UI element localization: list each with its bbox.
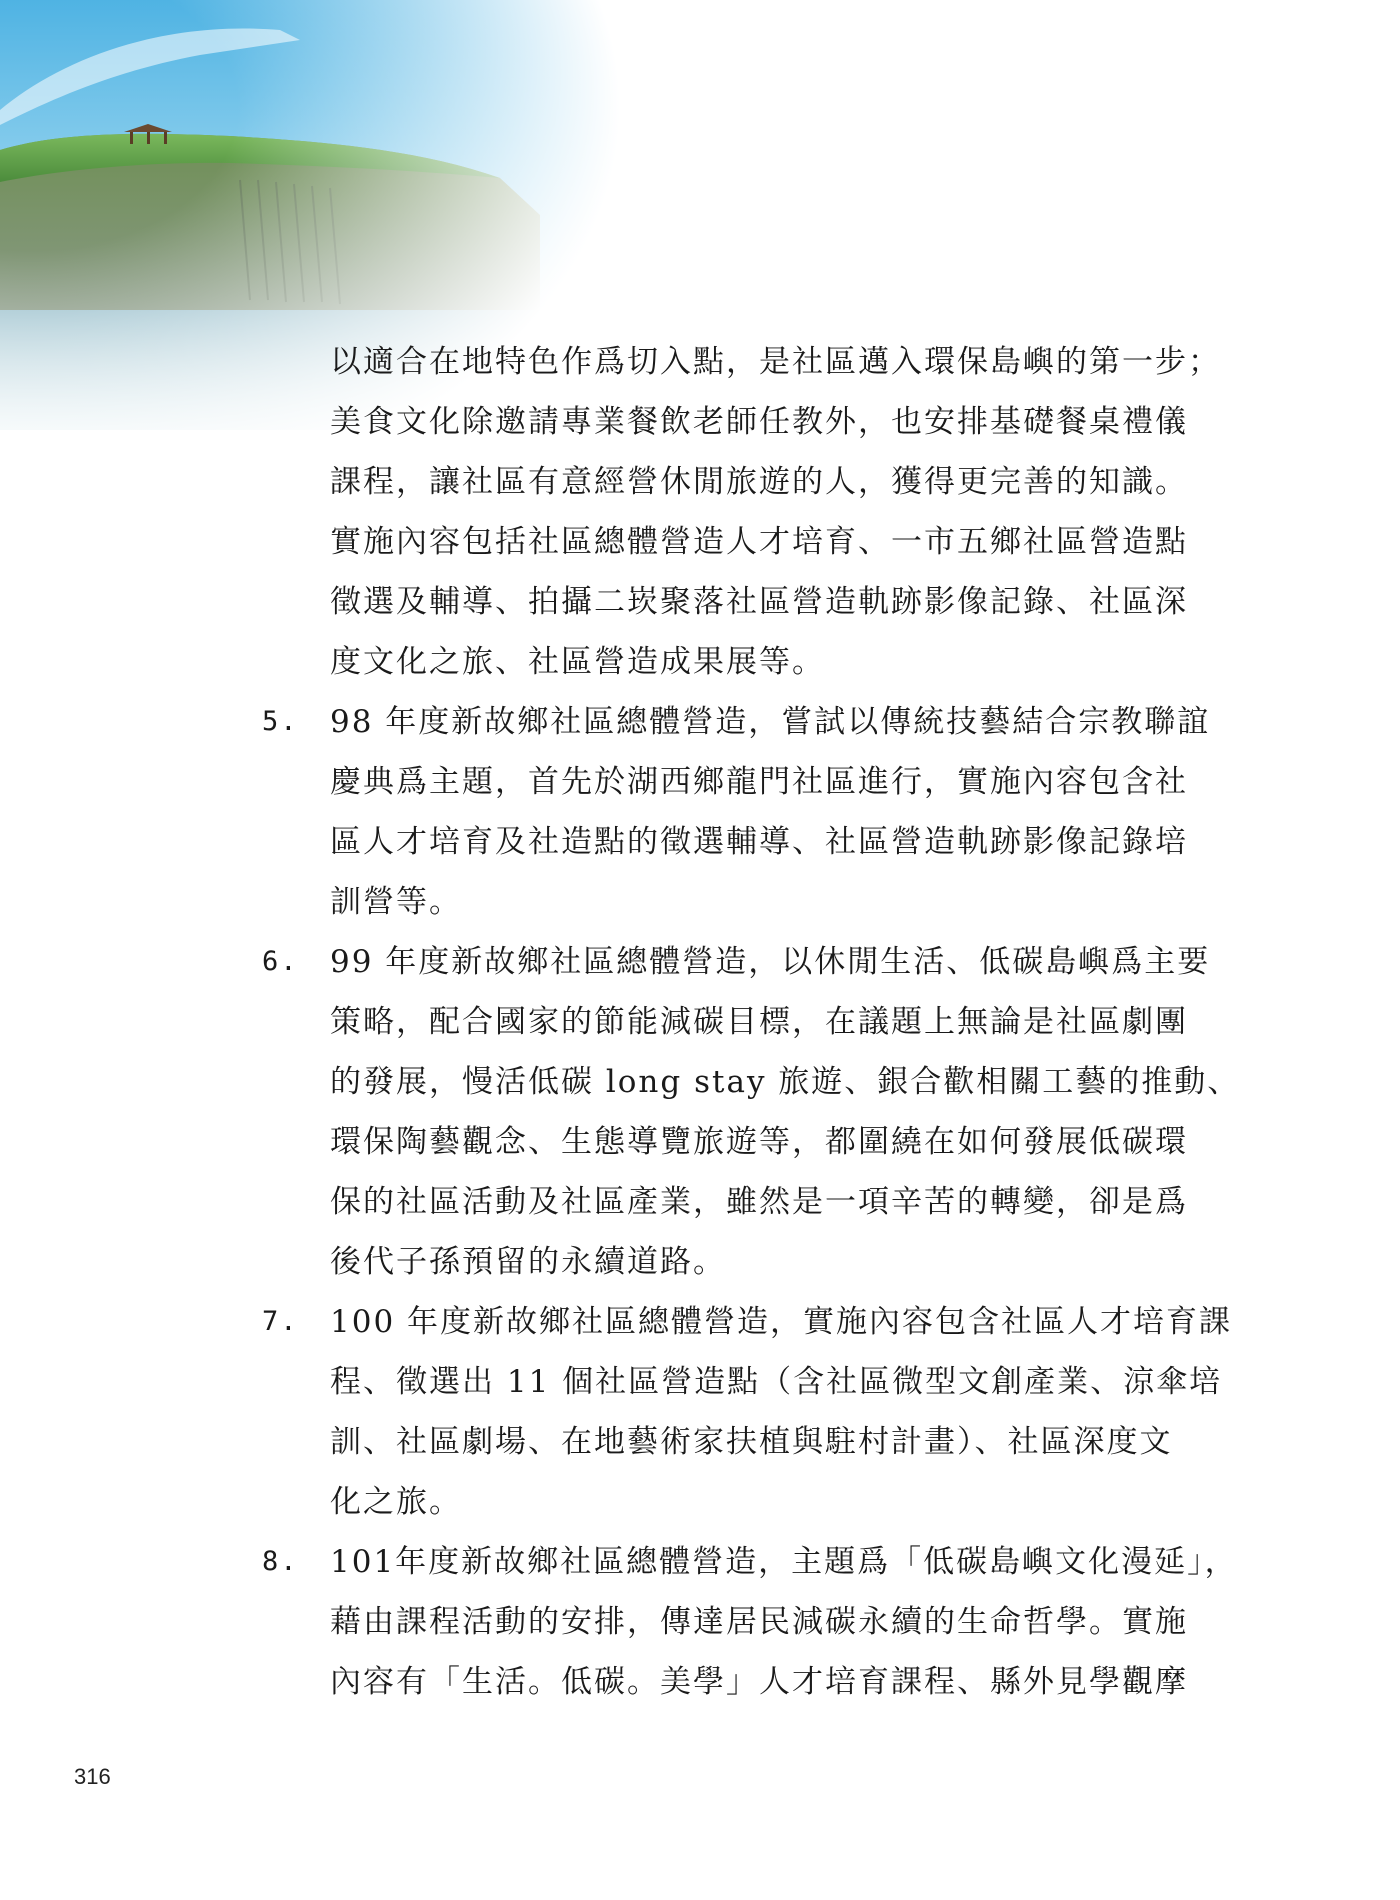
item-number: 5. [262, 706, 299, 737]
item-text: 98 年度新故鄉社區總體營造，嘗試以傳統技藝結合宗教聯誼 [330, 704, 1211, 740]
text-line: 課程，讓社區有意經營休閒旅遊的人，獲得更完善的知識。 [330, 464, 1188, 500]
text-line: 藉由課程活動的安排，傳達居民減碳永續的生命哲學。實施 [330, 1604, 1188, 1640]
text-line: 訓、社區劇場、在地藝術家扶植與駐村計畫）、社區深度文 [330, 1424, 1173, 1460]
list-item-8 [262, 1532, 1240, 1712]
text-line: 區人才培育及社造點的徵選輔導、社區營造軌跡影像記錄培 [330, 824, 1188, 860]
text-line: 慶典爲主題，首先於湖西鄉龍門社區進行，實施內容包含社 [330, 764, 1188, 800]
item-number: 6. [262, 946, 299, 977]
text-line [262, 692, 1240, 752]
item-text: 100 年度新故鄉社區總體營造，實施內容包含社區人才培育課 [330, 1304, 1233, 1340]
text-line: 保的社區活動及社區產業，雖然是一項辛苦的轉變，卻是爲 [330, 1184, 1188, 1220]
text-line: 美食文化除邀請專業餐飲老師任教外，也安排基礎餐桌禮儀 [330, 404, 1188, 440]
text-line: 化之旅。 [330, 1484, 462, 1520]
list-item-6 [262, 932, 1240, 1292]
text-line: 的發展，慢活低碳 long stay 旅遊、銀合歡相關工藝的推動、 [330, 1064, 1241, 1100]
text-line: 內容有「生活。低碳。美學」人才培育課程、縣外見學觀摩 [330, 1664, 1188, 1700]
list-item-5 [262, 692, 1240, 932]
text-line [262, 1292, 1240, 1352]
text-line: 後代子孫預留的永續道路。 [330, 1244, 726, 1280]
text-line: 度文化之旅、社區營造成果展等。 [330, 644, 825, 680]
text-line [262, 932, 1240, 992]
item-text: 101年度新故鄉社區總體營造，主題爲「低碳島嶼文化漫延」， [330, 1544, 1238, 1580]
intro-paragraph [330, 332, 1240, 692]
text-line: 徵選及輔導、拍攝二崁聚落社區營造軌跡影像記錄、社區深 [330, 584, 1188, 620]
text-line: 策略，配合國家的節能減碳目標，在議題上無論是社區劇團 [330, 1004, 1188, 1040]
text-line: 環保陶藝觀念、生態導覽旅遊等，都圍繞在如何發展低碳環 [330, 1124, 1188, 1160]
text-line: 程、徵選出 11 個社區營造點（含社區微型文創產業、涼傘培 [330, 1364, 1223, 1400]
text-line: 訓營等。 [330, 884, 462, 920]
list-item-7 [262, 1292, 1240, 1532]
item-number: 7. [262, 1306, 299, 1337]
page-number: 316 [74, 1764, 111, 1789]
item-number: 8. [262, 1546, 299, 1577]
text-line: 以適合在地特色作爲切入點，是社區邁入環保島嶼的第一步； [330, 344, 1221, 380]
text-line: 實施內容包括社區總體營造人才培育、一市五鄉社區營造點 [330, 524, 1188, 560]
text-line [262, 1532, 1240, 1592]
item-text: 99 年度新故鄉社區總體營造，以休閒生活、低碳島嶼爲主要 [330, 944, 1211, 980]
body-text [262, 332, 1241, 1712]
